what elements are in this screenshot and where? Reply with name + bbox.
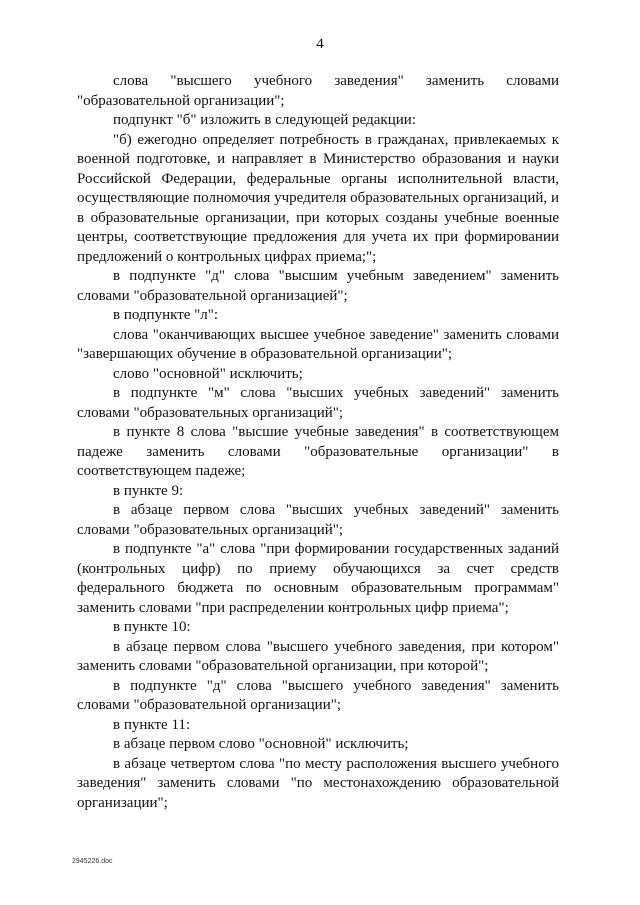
paragraph: в подпункте "м" слова "высших учебных заведений" заменить словами "образовательных организаций"; — [77, 385, 559, 421]
paragraph: в абзаце первом слово "основной" исключить; — [113, 736, 409, 752]
page-number: 4 — [316, 36, 324, 52]
paragraph: в пункте 10: — [113, 619, 191, 635]
paragraph: в пункте 9: — [113, 482, 184, 499]
paragraph: в подпункте "д" слова "высшим учебным заведением" заменить словами "образовательной организацией"; — [77, 268, 559, 304]
paragraph: "б) ежегодно определяет потребность в гражданах, привлекаемых к военной подготовке, и направляет в Министерство образования и науки Российской Федерации, федеральные органы исполнительной власти, осуществляющие полномочия учредителя образовательных организаций, и в образовательные организации, при которых созданы учебные военные центры, соответствующие предложения для учета их при формировании предложений о контрольных цифрах приема;"; — [77, 131, 559, 265]
file-reference: 2945226.doc — [72, 858, 113, 865]
paragraph: в абзаце четвертом слова "по месту расположения высшего учебного заведения" заменить словами "по местонахождению образовательной организации"; — [77, 755, 559, 811]
paragraph: в абзаце первом слова "высших учебных заведений" заменить словами "образовательных организаций"; — [77, 502, 559, 538]
paragraph: в подпункте "л": — [113, 307, 219, 323]
paragraph: подпункт "б" изложить в следующей редакции: — [113, 112, 416, 128]
paragraph: слова "оканчивающих высшее учебное заведение" заменить словами "завершающих обучение в образовательной организации"; — [77, 326, 559, 362]
paragraph: в пункте 11: — [113, 716, 191, 733]
document-body — [77, 72, 559, 813]
paragraph: в пункте 8 слова "высшие учебные заведения" в соответствующем падеже заменить словами "образовательные организации" в соответствующем падеже; — [77, 424, 559, 479]
paragraph: в абзаце первом слова "высшего учебного заведения, при котором" заменить словами "образовательной организации, при которой"; — [77, 638, 559, 674]
paragraph: слово "основной" исключить; — [113, 365, 303, 382]
paragraph: слова "высшего учебного заведения" заменить словами "образовательной организации"; — [77, 73, 559, 109]
paragraph: в подпункте "д" слова "высшего учебного заведения" заменить словами "образовательной организации"; — [77, 677, 559, 713]
paragraph: в подпункте "а" слова "при формировании государственных заданий (контрольных цифр) по приему обучающихся за счет средств федерального бюджета по основным образовательным программам" заменить словами "при распределении контрольных цифр приема"; — [77, 541, 559, 616]
